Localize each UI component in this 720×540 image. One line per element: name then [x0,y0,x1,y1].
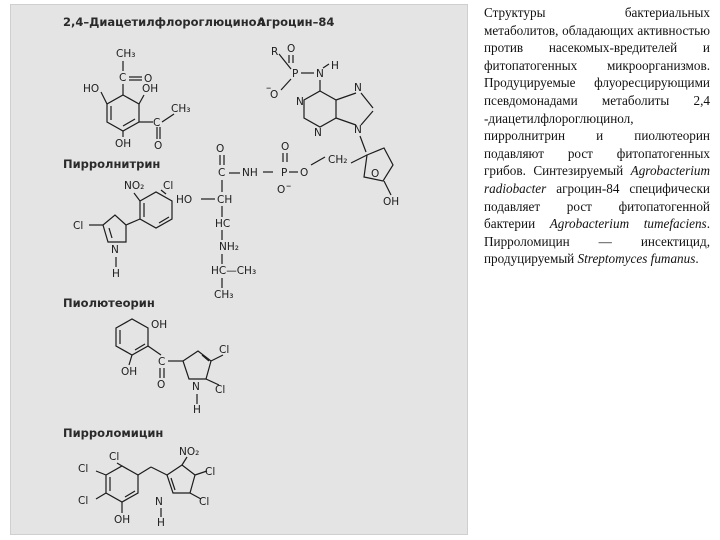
svg-text:O: O [287,43,296,55]
svg-text:O: O [216,143,225,155]
pyrrolomycin-structure [78,446,215,529]
svg-text:HC—CH₃: HC—CH₃ [211,265,257,277]
svg-text:O: O [154,140,163,152]
caption-text [484,4,710,268]
svg-text:O: O [300,167,309,179]
svg-text:P: P [292,68,299,80]
svg-text:NO₂: NO₂ [124,180,145,192]
svg-text:N: N [314,127,322,139]
pyrrolnitrin-structure [73,180,173,280]
svg-text:N: N [316,68,324,80]
svg-text:CH₃: CH₃ [214,289,234,301]
svg-text:NH₂: NH₂ [219,241,239,253]
svg-text:H: H [157,517,165,529]
svg-text:Cl: Cl [219,344,230,356]
caption-paragraph-3: Синтезируемый Agrobacterium radiobacter агроцин-84 специфически подавляет рост фитопатогенной бактерии Agrobacterium tumefaciens. Пирроломицин — инсектицид, продуцируемый Streptomyces fumanus. [484,163,711,267]
svg-text:R: R [271,46,279,58]
caption-paragraph-1: Структуры бактериальных метаболитов, обладающих активностью против насекомых-вредителей и фитопатогенных микроорганизмов. [484,5,710,73]
svg-text:Cl: Cl [205,466,216,478]
svg-text:CH₃: CH₃ [116,48,136,60]
svg-text:Cl: Cl [78,463,89,475]
svg-text:–: – [286,180,292,192]
svg-text:NH: NH [242,167,258,179]
svg-text:N: N [354,82,362,94]
svg-text:O: O [281,141,290,153]
svg-text:Cl: Cl [215,384,226,396]
svg-text:CH₂: CH₂ [328,154,348,166]
svg-text:N: N [296,96,304,108]
svg-text:OH: OH [142,83,159,95]
dapg-structure [83,48,190,152]
svg-text:N: N [155,496,163,508]
svg-text:HO: HO [83,83,100,95]
svg-text:C: C [158,356,166,368]
svg-text:H: H [331,60,339,72]
svg-text:OH: OH [115,138,132,150]
svg-text:N: N [354,124,362,136]
svg-text:N: N [192,381,200,393]
structures-diagram [11,5,469,536]
svg-text:Cl: Cl [109,451,120,463]
svg-text:OH: OH [383,196,400,208]
svg-text:H: H [112,268,120,280]
svg-text:HO: HO [176,194,193,206]
svg-text:OH: OH [121,366,138,378]
agrocin-structure [176,43,399,301]
svg-text:OH: OH [151,319,168,331]
svg-text:C: C [119,72,127,84]
svg-text:CH: CH [217,194,233,206]
svg-text:C: C [218,167,226,179]
svg-text:O: O [277,184,286,196]
dapg-title: 2,4–Диацетилфлороглюцинол [63,15,265,29]
pyrrolnitrin-title: Пирролнитрин [63,157,161,171]
svg-text:HC: HC [215,218,231,230]
svg-text:NO₂: NO₂ [179,446,200,458]
svg-text:Cl: Cl [163,180,174,192]
svg-text:H: H [193,404,201,416]
svg-text:P: P [281,167,288,179]
svg-text:O: O [371,168,380,180]
structures-figure [10,4,468,535]
svg-text:O: O [270,89,279,101]
svg-text:CH₃: CH₃ [171,103,191,115]
svg-text:O: O [144,73,153,85]
svg-text:N: N [111,244,119,256]
pyoluteorin-structure [116,319,229,416]
svg-text:C: C [153,117,161,129]
svg-text:–: – [266,82,272,94]
caption-paragraph-2: Продуцируемые флуоресцирующими псевдомонадами метаболиты 2,4 -диацетилфлороглюцинол, пирролнитрин и пиолютеорин подавляют рост фитопатогенных грибов. [484,75,710,179]
svg-text:Cl: Cl [199,496,210,508]
svg-text:OH: OH [114,514,131,526]
svg-text:Cl: Cl [73,220,84,232]
svg-text:Cl: Cl [78,495,89,507]
svg-text:O: O [157,379,166,391]
pyrrolomycin-title: Пирроломицин [63,426,164,440]
pyoluteorin-title: Пиолютеорин [63,296,155,310]
agrocin-title: Агроцин–84 [257,15,335,29]
